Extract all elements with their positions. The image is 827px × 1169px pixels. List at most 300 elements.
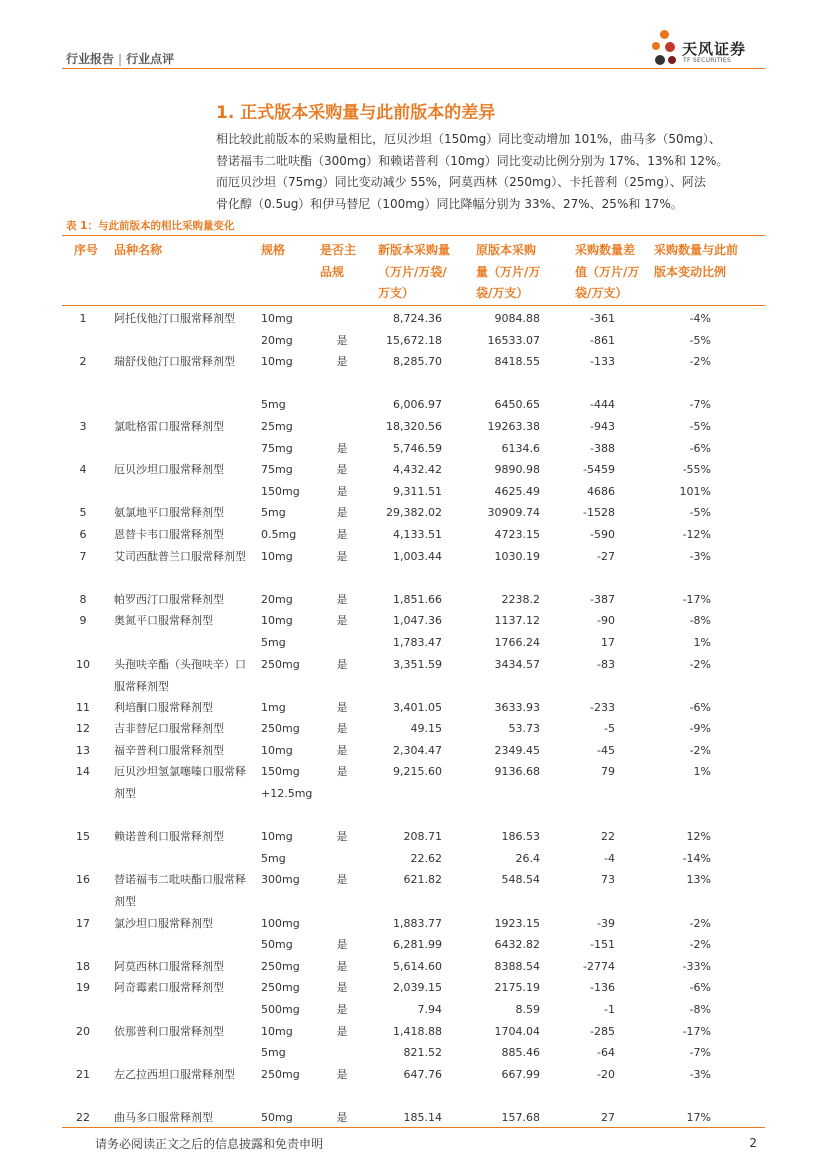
cell-main: 是 [336, 1067, 348, 1081]
cell-diff: 22 [601, 830, 615, 844]
table-row [62, 438, 765, 460]
cell-spec: 5mg [261, 398, 286, 412]
cell-new: 1,003.44 [393, 549, 442, 563]
table-row [62, 610, 765, 632]
cell-new: 4,133.51 [393, 527, 442, 541]
cell-diff: -285 [590, 1024, 615, 1038]
cell-pct: -3% [689, 1067, 711, 1081]
cell-no: 16 [76, 873, 90, 887]
cell-pct: 12% [686, 830, 711, 844]
cell-pct: -5% [689, 419, 711, 433]
cell-pct: -17% [682, 1024, 711, 1038]
cell-no: 14 [76, 765, 90, 779]
cell-diff: 4686 [587, 484, 615, 498]
cell-new: 185.14 [403, 1110, 442, 1124]
table-row [62, 761, 765, 826]
cell-name: 阿奇霉素口服常释剂型 [114, 981, 224, 995]
cell-new: 1,047.36 [393, 614, 442, 628]
cell-old: 2175.19 [494, 981, 540, 995]
cell-diff: -943 [590, 419, 615, 433]
cell-diff: -151 [590, 938, 615, 952]
cell-main: 是 [336, 1024, 348, 1038]
cell-spec: 20mg [261, 592, 293, 606]
cell-old: 6134.6 [501, 441, 540, 455]
cell-old: 3434.57 [494, 657, 540, 671]
cell-pct: -17% [682, 592, 711, 606]
report-header [66, 50, 174, 67]
paragraph-line: 而厄贝沙坦（75mg）同比变动减少 55%，阿莫西林（250mg）、卡托普利（25mg）、阿法 [216, 175, 706, 189]
cell-pct: -55% [682, 463, 711, 477]
cell-diff: -388 [590, 441, 615, 455]
table-row [62, 934, 765, 956]
cell-old: 19263.38 [487, 419, 540, 433]
cell-new: 49.15 [410, 722, 442, 736]
cell-name: 左乙拉西坦口服常释剂型 [114, 1067, 235, 1081]
report-subcategory: 行业点评 [126, 52, 175, 66]
table-row [62, 654, 765, 697]
cell-old: 6432.82 [494, 938, 540, 952]
cell-no: 9 [79, 614, 87, 628]
cell-old: 8388.54 [494, 959, 540, 973]
cell-old: 2349.45 [494, 743, 540, 757]
header-diff-line: 采购数量差 [575, 243, 636, 257]
cell-new: 29,382.02 [386, 506, 442, 520]
logo-dot-icon [655, 55, 665, 65]
table-row [62, 956, 765, 978]
cell-new: 6,281.99 [393, 938, 442, 952]
cell-diff: 73 [601, 873, 615, 887]
cell-diff: -361 [590, 312, 615, 325]
cell-old: 9890.98 [494, 463, 540, 477]
cell-no: 15 [76, 830, 90, 844]
cell-diff: -20 [597, 1067, 615, 1081]
table-row [62, 1064, 765, 1107]
cell-new: 208.71 [403, 830, 442, 844]
cell-diff: -233 [590, 700, 615, 714]
header-new [378, 240, 450, 305]
cell-pct: -9% [689, 722, 711, 736]
paragraph-line: 相比较此前版本的采购量相比，厄贝沙坦（150mg）同比变动增加 101%，曲马多（50mg）、 [216, 132, 721, 146]
cell-no: 19 [76, 981, 90, 995]
cell-no: 1 [79, 312, 87, 325]
cell-name: 依那普利口服常释剂型 [114, 1024, 224, 1038]
cell-spec: 250mg [261, 722, 300, 736]
cell-new: 5,614.60 [393, 959, 442, 973]
cell-main: 是 [336, 506, 348, 520]
cell-diff: -387 [590, 592, 615, 606]
cell-new: 1,783.47 [393, 635, 442, 649]
cell-pct: -5% [689, 506, 711, 520]
section-paragraph [216, 129, 764, 215]
cell-spec: 300mg [261, 873, 300, 887]
cell-new: 621.82 [403, 873, 442, 887]
cell-main: 是 [336, 592, 348, 606]
cell-main: 是 [336, 527, 348, 541]
table-row [62, 351, 765, 394]
cell-name: 吉非替尼口服常释剂型 [114, 722, 224, 736]
table-row [62, 459, 765, 481]
header-name: 品种名称 [114, 243, 163, 257]
table-row [62, 718, 765, 740]
cell-main: 是 [336, 549, 348, 563]
table-row [62, 869, 765, 912]
cell-old: 6450.65 [494, 398, 540, 412]
cell-new: 22.62 [410, 851, 442, 865]
cell-main: 是 [336, 1003, 348, 1017]
cell-name: 福辛普利口服常释剂型 [114, 743, 224, 757]
cell-spec: 25mg [261, 419, 293, 433]
cell-pct: -2% [689, 355, 711, 369]
cell-diff: -90 [597, 614, 615, 628]
cell-spec: 0.5mg [261, 527, 297, 541]
cell-old: 8418.55 [494, 355, 540, 369]
table-row [62, 999, 765, 1021]
cell-old: 9136.68 [494, 765, 540, 779]
cell-no: 5 [79, 506, 87, 520]
cell-pct: 1% [693, 635, 711, 649]
cell-old: 667.99 [501, 1067, 540, 1081]
cell-name: 氯沙坦口服常释剂型 [114, 916, 213, 930]
cell-spec: 75mg [261, 463, 293, 477]
cell-old: 1923.15 [494, 916, 540, 930]
header-pct-line: 版本变动比例 [654, 264, 727, 279]
cell-diff: -590 [590, 527, 615, 541]
header-new-line: （万片/万袋/ [378, 264, 447, 279]
cell-name: 氨氯地平口服常释剂型 [114, 506, 224, 520]
cell-spec: 500mg [261, 1003, 300, 1017]
table-row [62, 330, 765, 352]
header-new-line: 新版本采购量 [378, 243, 451, 257]
cell-name: 阿莫西林口服常释剂型 [114, 959, 224, 973]
logo-dot-icon [660, 30, 669, 39]
cell-pct: -6% [689, 981, 711, 995]
cell-pct: -8% [689, 614, 711, 628]
cell-pct: -2% [689, 916, 711, 930]
cell-old: 26.4 [515, 851, 540, 865]
cell-name: 替诺福韦二吡呋酯口服常释剂型 [114, 873, 246, 909]
cell-no: 4 [79, 463, 87, 477]
cell-new: 3,351.59 [393, 657, 442, 671]
page-number: 2 [749, 1136, 757, 1150]
cell-pct: 17% [686, 1110, 711, 1124]
cell-name: 曲马多口服常释剂型 [114, 1110, 213, 1124]
cell-main: 是 [336, 441, 348, 455]
header-diff-line: 袋/万支） [575, 286, 628, 300]
cell-old: 548.54 [501, 873, 540, 887]
cell-old: 53.73 [508, 722, 540, 736]
cell-name: 厄贝沙坦口服常释剂型 [114, 463, 224, 477]
logo-dot-icon [652, 42, 660, 50]
cell-diff: -2774 [583, 959, 615, 973]
cell-main: 是 [336, 765, 348, 779]
table-row [62, 848, 765, 870]
cell-new: 9,215.60 [393, 765, 442, 779]
header-spec: 规格 [261, 243, 286, 257]
cell-new: 2,304.47 [393, 743, 442, 757]
cell-spec: 5mg [261, 506, 286, 520]
cell-spec: 250mg [261, 959, 300, 973]
cell-spec: 100mg [261, 916, 300, 930]
cell-main: 是 [336, 873, 348, 887]
table-row [62, 589, 765, 611]
cell-diff: -83 [597, 657, 615, 671]
cell-diff: -133 [590, 355, 615, 369]
cell-new: 1,851.66 [393, 592, 442, 606]
header-divider [62, 68, 765, 69]
cell-spec: 10mg [261, 355, 293, 369]
cell-name: 头孢呋辛酯（头孢呋辛）口服常释剂型 [114, 657, 246, 693]
company-logo [652, 28, 767, 70]
cell-name: 氯吡格雷口服常释剂型 [114, 419, 224, 433]
cell-old: 885.46 [501, 1046, 540, 1060]
cell-new: 7.94 [417, 1003, 442, 1017]
cell-old: 1704.04 [494, 1024, 540, 1038]
cell-main: 是 [336, 959, 348, 973]
header-diff [575, 240, 639, 305]
cell-name: 奥氮平口服常释剂型 [114, 614, 213, 628]
cell-new: 6,006.97 [393, 398, 442, 412]
paragraph-line: 骨化醇（0.5ug）和伊马替尼（100mg）同比降幅分别为 33%、27%、25%和 17%。 [216, 196, 683, 211]
cell-new: 2,039.15 [393, 981, 442, 995]
cell-pct: -7% [689, 1046, 711, 1060]
cell-spec: 250mg [261, 657, 300, 671]
cell-spec: 250mg [261, 981, 300, 995]
cell-pct: 1% [693, 765, 711, 779]
cell-spec: 75mg [261, 441, 293, 455]
cell-old: 1766.24 [494, 635, 540, 649]
cell-main: 是 [336, 938, 348, 952]
cell-new: 821.52 [403, 1046, 442, 1060]
cell-no: 12 [76, 722, 90, 736]
cell-diff: -27 [597, 549, 615, 563]
table-row [62, 1021, 765, 1043]
cell-old: 16533.07 [487, 333, 540, 347]
cell-diff: -45 [597, 743, 615, 757]
cell-spec: 1mg [261, 700, 286, 714]
cell-new: 1,418.88 [393, 1024, 442, 1038]
cell-old: 157.68 [501, 1110, 540, 1124]
cell-diff: -4 [604, 851, 615, 865]
cell-new: 18,320.56 [386, 419, 442, 433]
header-old-line: 量（万片/万 [476, 264, 541, 279]
footer-disclaimer: 请务必阅读正文之后的信息披露和免责申明 [95, 1137, 324, 1151]
table-row [62, 977, 765, 999]
cell-spec: 10mg [261, 830, 293, 844]
table-row [62, 502, 765, 524]
cell-pct: -2% [689, 657, 711, 671]
cell-pct: -33% [682, 959, 711, 973]
table-caption-divider [62, 235, 765, 236]
cell-no: 6 [79, 527, 87, 541]
header-main-line: 是否主 [320, 243, 357, 257]
paragraph-line: 替诺福韦二吡呋酯（300mg）和赖诺普利（10mg）同比变动比例分别为 17%、13%和 12%。 [216, 153, 729, 168]
header-separator: | [118, 52, 123, 66]
cell-name: 利培酮口服常释剂型 [114, 700, 213, 714]
cell-new: 9,311.51 [393, 484, 442, 498]
cell-no: 20 [76, 1024, 90, 1038]
cell-spec: 10mg [261, 312, 293, 325]
header-old-line: 袋/万支） [476, 286, 529, 300]
table-row [62, 697, 765, 719]
table-row [62, 826, 765, 848]
cell-no: 11 [76, 700, 90, 714]
table-row [62, 416, 765, 438]
cell-pct: -2% [689, 938, 711, 952]
logo-dot-icon [665, 42, 675, 52]
cell-no: 18 [76, 959, 90, 973]
cell-main: 是 [336, 657, 348, 671]
cell-spec: 5mg [261, 851, 286, 865]
header-main [320, 240, 356, 283]
cell-no: 17 [76, 916, 90, 930]
cell-pct: -8% [689, 1003, 711, 1017]
table-row [62, 1107, 765, 1129]
cell-spec: 20mg [261, 333, 293, 347]
cell-spec: 50mg [261, 1110, 293, 1124]
cell-new: 4,432.42 [393, 463, 442, 477]
cell-diff: 17 [601, 635, 615, 649]
cell-main: 是 [336, 614, 348, 628]
cell-spec: 50mg [261, 938, 293, 952]
report-category: 行业报告 [66, 52, 115, 66]
cell-old: 1030.19 [494, 549, 540, 563]
cell-diff: -136 [590, 981, 615, 995]
cell-main: 是 [336, 830, 348, 844]
cell-no: 21 [76, 1067, 90, 1081]
cell-pct: 101% [679, 484, 711, 498]
cell-spec: 5mg [261, 635, 286, 649]
cell-spec: 10mg [261, 743, 293, 757]
table-row [62, 1042, 765, 1064]
cell-diff: -444 [590, 398, 615, 412]
cell-no: 2 [79, 355, 87, 369]
cell-old: 1137.12 [494, 614, 540, 628]
table-row [62, 913, 765, 935]
cell-pct: -4% [689, 312, 711, 325]
cell-pct: -7% [689, 398, 711, 412]
cell-new: 8,724.36 [393, 312, 442, 325]
table-body [62, 308, 765, 1129]
cell-diff: -861 [590, 333, 615, 347]
cell-spec: 250mg [261, 1067, 300, 1081]
logo-name-en: TF SECURITIES [683, 57, 732, 64]
cell-diff: -64 [597, 1046, 615, 1060]
cell-main: 是 [336, 743, 348, 757]
cell-pct: 13% [686, 873, 711, 887]
logo-name-cn: 天风证券 [682, 40, 747, 58]
table-row [62, 524, 765, 546]
cell-old: 3633.93 [494, 700, 540, 714]
cell-spec: 10mg [261, 549, 293, 563]
cell-main: 是 [336, 484, 348, 498]
cell-name: 赖诺普利口服常释剂型 [114, 830, 224, 844]
section-title: 1. 正式版本采购量与此前版本的差异 [216, 103, 496, 123]
table-caption: 表 1：与此前版本的相比采购量变化 [66, 220, 235, 232]
cell-name: 帕罗西汀口服常释剂型 [114, 592, 224, 606]
header-old-line: 原版本采购 [476, 243, 537, 257]
cell-new: 1,883.77 [393, 916, 442, 930]
cell-main: 是 [336, 355, 348, 369]
cell-name: 瑞舒伐他汀口服常释剂型 [114, 355, 235, 369]
cell-pct: -6% [689, 700, 711, 714]
footer-divider [62, 1127, 765, 1128]
cell-diff: 27 [601, 1110, 615, 1124]
header-no: 序号 [74, 243, 99, 257]
header-old [476, 240, 540, 305]
cell-new: 8,285.70 [393, 355, 442, 369]
cell-diff: -1 [604, 1003, 615, 1017]
cell-new: 5,746.59 [393, 441, 442, 455]
cell-pct: -2% [689, 743, 711, 757]
cell-spec: 5mg [261, 1046, 286, 1060]
header-pct-line: 采购数量与此前 [654, 243, 739, 257]
header-pct [654, 240, 738, 283]
cell-pct: -5% [689, 333, 711, 347]
cell-pct: -12% [682, 527, 711, 541]
cell-diff: -39 [597, 916, 615, 930]
cell-spec: 150mg +12.5mg [261, 765, 313, 801]
cell-old: 2238.2 [501, 592, 540, 606]
cell-no: 3 [79, 419, 87, 433]
cell-diff: -1528 [583, 506, 615, 520]
cell-no: 10 [76, 657, 90, 671]
cell-old: 8.59 [515, 1003, 540, 1017]
header-new-line: 万支） [378, 286, 415, 300]
cell-main: 是 [336, 1110, 348, 1124]
table-row [62, 481, 765, 503]
cell-name: 艾司西酞普兰口服常释剂型 [114, 549, 246, 563]
cell-name: 阿托伐他汀口服常释剂型 [114, 312, 235, 325]
cell-pct: -6% [689, 441, 711, 455]
cell-no: 13 [76, 743, 90, 757]
cell-new: 647.76 [403, 1067, 442, 1081]
cell-diff: -5459 [583, 463, 615, 477]
cell-pct: -3% [689, 549, 711, 563]
table-header [62, 240, 765, 306]
cell-old: 4625.49 [494, 484, 540, 498]
cell-name: 厄贝沙坦氢氯噻嗪口服常释剂型 [114, 765, 246, 801]
cell-old: 186.53 [501, 830, 540, 844]
cell-diff: -5 [604, 722, 615, 736]
cell-no: 22 [76, 1110, 90, 1124]
cell-no: 7 [79, 549, 87, 563]
cell-name: 恩替卡韦口服常释剂型 [114, 527, 224, 541]
logo-dot-icon [668, 56, 676, 64]
cell-diff: 79 [601, 765, 615, 779]
cell-new: 15,672.18 [386, 333, 442, 347]
header-main-line: 品规 [320, 264, 345, 279]
cell-main: 是 [336, 722, 348, 736]
cell-old: 4723.15 [494, 527, 540, 541]
table-row [62, 632, 765, 654]
table-header-divider [62, 305, 765, 306]
cell-spec: 10mg [261, 614, 293, 628]
cell-main: 是 [336, 333, 348, 347]
cell-old: 30909.74 [487, 506, 540, 520]
table-row [62, 740, 765, 762]
cell-new: 3,401.05 [393, 700, 442, 714]
cell-main: 是 [336, 700, 348, 714]
cell-no: 8 [79, 592, 87, 606]
cell-pct: -14% [682, 851, 711, 865]
table-row [62, 394, 765, 416]
header-diff-line: 值（万片/万 [575, 264, 640, 279]
table-row [62, 546, 765, 589]
cell-main: 是 [336, 981, 348, 995]
cell-main: 是 [336, 463, 348, 477]
table-row [62, 308, 765, 330]
cell-spec: 150mg [261, 484, 300, 498]
